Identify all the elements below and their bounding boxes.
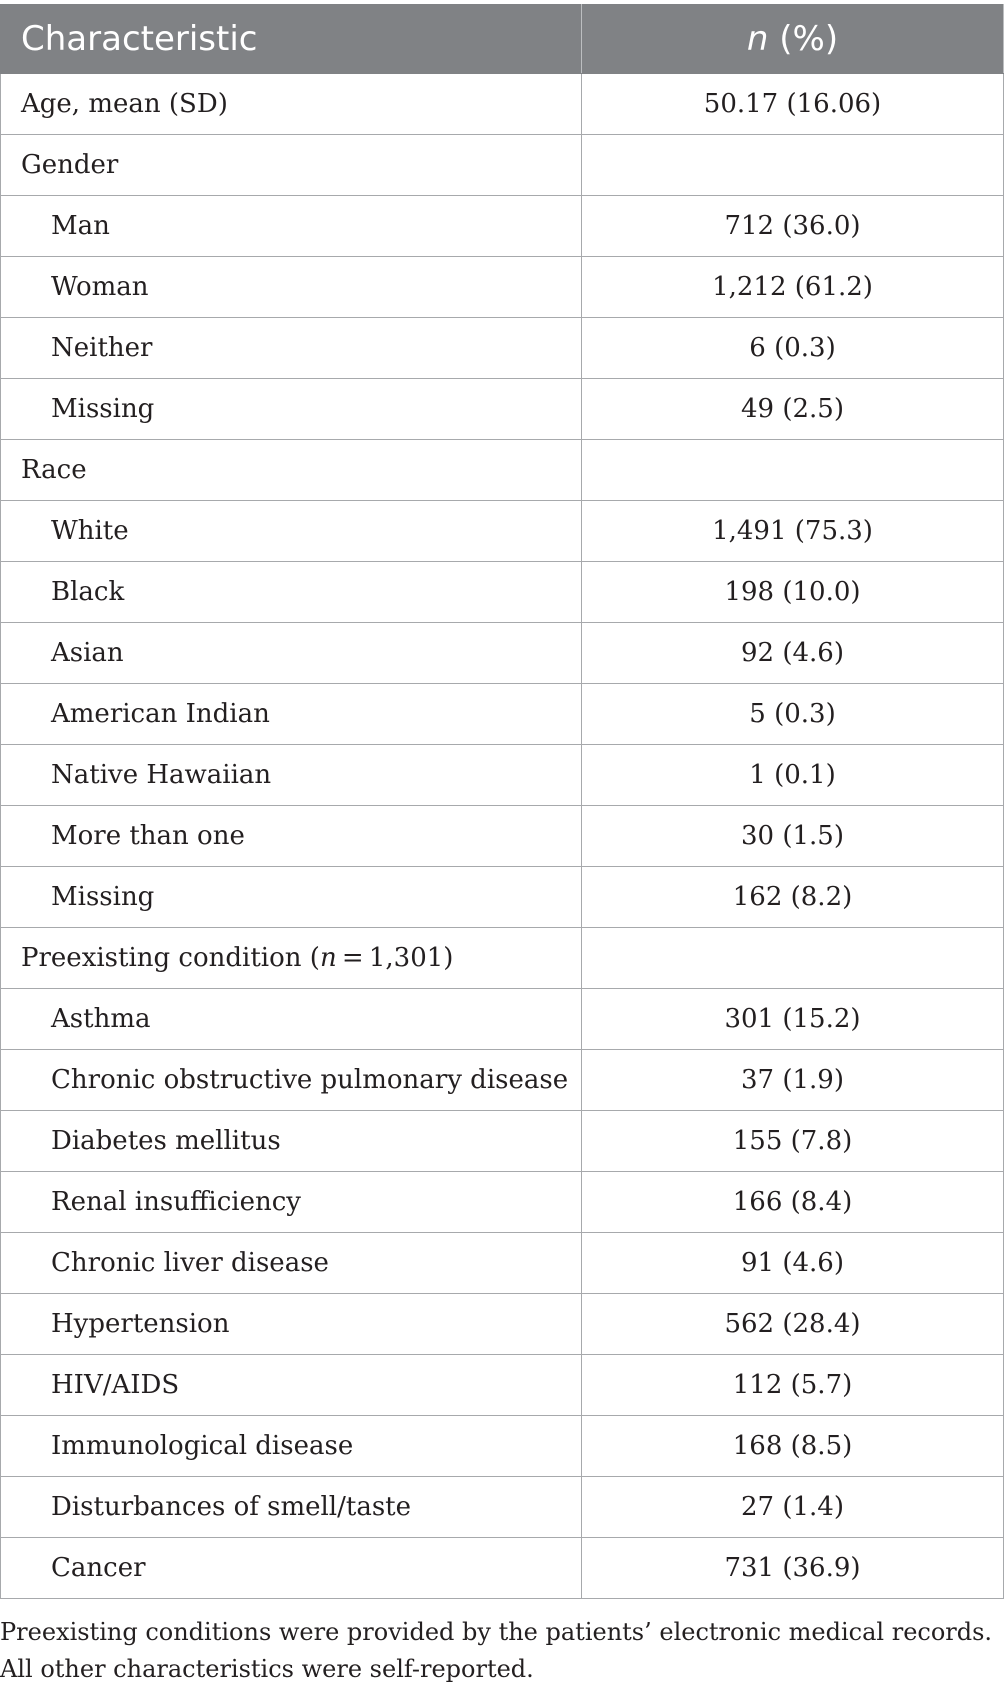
row-value: 49 (2.5) [582, 379, 1004, 440]
table-footnote: Preexisting conditions were provided by the patients’ electronic medical records. All other characteristics were self-reported. [0, 1618, 993, 1683]
label-prefix: Preexisting condition ( [21, 943, 320, 973]
row-label: Black [1, 562, 582, 623]
table-row [1, 1416, 1004, 1477]
row-label: Hypertension [1, 1294, 582, 1355]
label-suffix: = 1,301) [336, 943, 454, 973]
row-value [582, 135, 1004, 196]
row-value: 30 (1.5) [582, 806, 1004, 867]
row-label: HIV/AIDS [1, 1355, 582, 1416]
row-value: 731 (36.9) [582, 1538, 1004, 1599]
header-characteristic: Characteristic [1, 5, 582, 74]
row-value: 27 (1.4) [582, 1477, 1004, 1538]
table-row [1, 623, 1004, 684]
row-value: 50.17 (16.06) [582, 74, 1004, 135]
row-value: 166 (8.4) [582, 1172, 1004, 1233]
table-row [1, 745, 1004, 806]
row-value: 6 (0.3) [582, 318, 1004, 379]
table-row [1, 440, 1004, 501]
table-row [1, 806, 1004, 867]
row-value: 198 (10.0) [582, 562, 1004, 623]
table-row [1, 318, 1004, 379]
table-row [1, 74, 1004, 135]
row-value: 5 (0.3) [582, 684, 1004, 745]
row-value: 168 (8.5) [582, 1416, 1004, 1477]
table-row [1, 196, 1004, 257]
row-value: 301 (15.2) [582, 989, 1004, 1050]
label-italic-n: n [319, 943, 337, 973]
table-row [1, 1172, 1004, 1233]
characteristics-table [0, 4, 1004, 1599]
row-value: 155 (7.8) [582, 1111, 1004, 1172]
row-value: 91 (4.6) [582, 1233, 1004, 1294]
row-label: Age, mean (SD) [1, 74, 582, 135]
table-row [1, 501, 1004, 562]
row-value [582, 440, 1004, 501]
row-label: Cancer [1, 1538, 582, 1599]
table-row [1, 135, 1004, 196]
table-row [1, 1477, 1004, 1538]
row-value: 112 (5.7) [582, 1355, 1004, 1416]
row-value [582, 928, 1004, 989]
row-label: Asian [1, 623, 582, 684]
row-label: Diabetes mellitus [1, 1111, 582, 1172]
table-row [1, 928, 1004, 989]
header-n: n [746, 19, 769, 59]
row-value: 162 (8.2) [582, 867, 1004, 928]
row-label: More than one [1, 806, 582, 867]
table-row [1, 867, 1004, 928]
table-row [1, 1294, 1004, 1355]
section-label: Race [1, 440, 582, 501]
table-row [1, 257, 1004, 318]
row-label: Chronic liver disease [1, 1233, 582, 1294]
header-percent: (%) [768, 19, 839, 59]
row-value: 1,212 (61.2) [582, 257, 1004, 318]
row-value: 562 (28.4) [582, 1294, 1004, 1355]
table-header-row [1, 5, 1004, 74]
table-row [1, 562, 1004, 623]
header-n-percent [582, 5, 1004, 74]
row-label: White [1, 501, 582, 562]
row-label: Man [1, 196, 582, 257]
row-label: Missing [1, 867, 582, 928]
table-row [1, 1355, 1004, 1416]
row-label: Missing [1, 379, 582, 440]
row-label: Woman [1, 257, 582, 318]
row-value: 1,491 (75.3) [582, 501, 1004, 562]
section-label-preexisting [1, 928, 582, 989]
table-row [1, 379, 1004, 440]
row-value: 92 (4.6) [582, 623, 1004, 684]
row-value: 712 (36.0) [582, 196, 1004, 257]
row-label: Native Hawaiian [1, 745, 582, 806]
row-label: Neither [1, 318, 582, 379]
table-row [1, 1111, 1004, 1172]
row-label: Immunological disease [1, 1416, 582, 1477]
table-row [1, 1538, 1004, 1599]
row-value: 1 (0.1) [582, 745, 1004, 806]
row-value: 37 (1.9) [582, 1050, 1004, 1111]
row-label: Asthma [1, 989, 582, 1050]
table-row [1, 1233, 1004, 1294]
row-label: American Indian [1, 684, 582, 745]
row-label: Chronic obstructive pulmonary disease [1, 1050, 582, 1111]
section-label: Gender [1, 135, 582, 196]
table-row [1, 1050, 1004, 1111]
row-label: Disturbances of smell/taste [1, 1477, 582, 1538]
row-label: Renal insufficiency [1, 1172, 582, 1233]
table-row [1, 684, 1004, 745]
table-row [1, 989, 1004, 1050]
